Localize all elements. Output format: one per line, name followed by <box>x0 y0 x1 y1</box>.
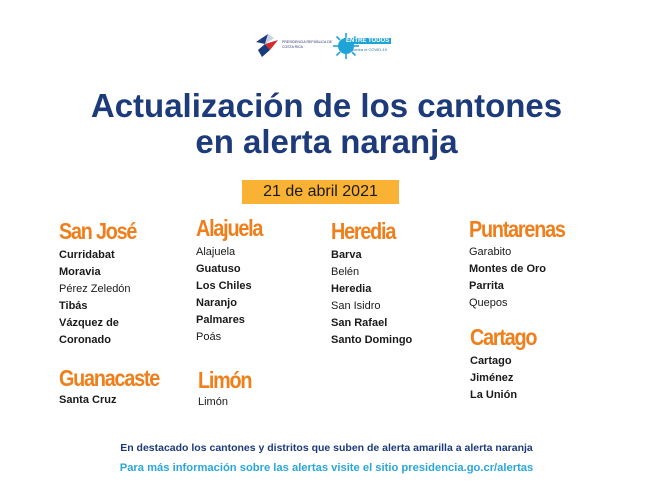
covid-label: contra el COVID-19 <box>352 47 387 52</box>
presidencia-logo <box>252 26 332 66</box>
canton-item: Belén <box>331 266 360 278</box>
canton-item: San Isidro <box>331 300 381 312</box>
presidencia-emblem-icon <box>252 30 282 60</box>
presidencia-logo-text: PRESIDENCIA REPÚBLICA DE COSTA RICA <box>282 40 332 49</box>
region-limon <box>198 366 260 411</box>
region-alajuela <box>196 213 273 346</box>
region-guanacaste <box>59 364 175 409</box>
canton-item: Vázquez de <box>59 317 119 329</box>
canton-item: Santa Cruz <box>59 394 117 406</box>
title-line-2: en alerta naranja <box>195 123 458 160</box>
canton-item: Moravia <box>59 266 101 278</box>
date-badge: 21 de abril 2021 <box>242 180 399 204</box>
title-line-1: Actualización de los cantones <box>90 87 563 124</box>
region-puntarenas <box>469 214 580 312</box>
canton-item: Limón <box>198 396 228 408</box>
canton-item: Poás <box>196 331 222 343</box>
region-title: Puntarenas <box>469 216 565 242</box>
canton-item: Jiménez <box>470 372 514 384</box>
region-title: Guanacaste <box>59 365 160 391</box>
region-heredia <box>331 216 412 349</box>
header-logos <box>0 26 653 66</box>
region-title: San José <box>59 218 137 244</box>
region-title: Cartago <box>470 324 537 350</box>
canton-item: San Rafael <box>331 317 388 329</box>
region-title: Alajuela <box>196 215 263 241</box>
canton-item: Coronado <box>59 334 111 346</box>
canton-item: Palmares <box>196 314 245 326</box>
canton-item: Garabito <box>469 246 512 258</box>
canton-item: Curridabat <box>59 249 115 261</box>
canton-item: Parrita <box>469 280 504 292</box>
canton-item: Los Chiles <box>196 280 252 292</box>
canton-item: Quepos <box>469 297 508 309</box>
canton-item: Heredia <box>331 283 372 295</box>
region-title: Heredia <box>331 218 396 244</box>
virus-icon <box>332 32 360 60</box>
entre-todos-logo <box>332 32 404 62</box>
canton-item: La Unión <box>470 389 518 401</box>
canton-item: Cartago <box>470 355 512 367</box>
region-title: Limón <box>198 367 252 393</box>
canton-item: Guatuso <box>196 263 241 275</box>
canton-item: Naranjo <box>196 297 237 309</box>
region-cartago <box>470 322 547 404</box>
region-san-jose <box>59 216 149 349</box>
page-title <box>0 88 653 160</box>
canton-item: Barva <box>331 249 362 261</box>
info-line: Para más información sobre las alertas visite el sitio presidencia.go.cr/alertas <box>119 462 534 474</box>
canton-item: Montes de Oro <box>469 263 547 275</box>
canton-item: Pérez Zeledón <box>59 283 131 295</box>
highlight-note: En destacado los cantones y distritos que suben de alerta amarilla a alerta naranja <box>120 442 533 454</box>
canton-item: Alajuela <box>196 246 236 258</box>
entre-todos-label: ENTRE TODOS <box>346 38 390 44</box>
canton-item: Tibás <box>59 300 88 312</box>
canton-item: Santo Domingo <box>331 334 413 346</box>
